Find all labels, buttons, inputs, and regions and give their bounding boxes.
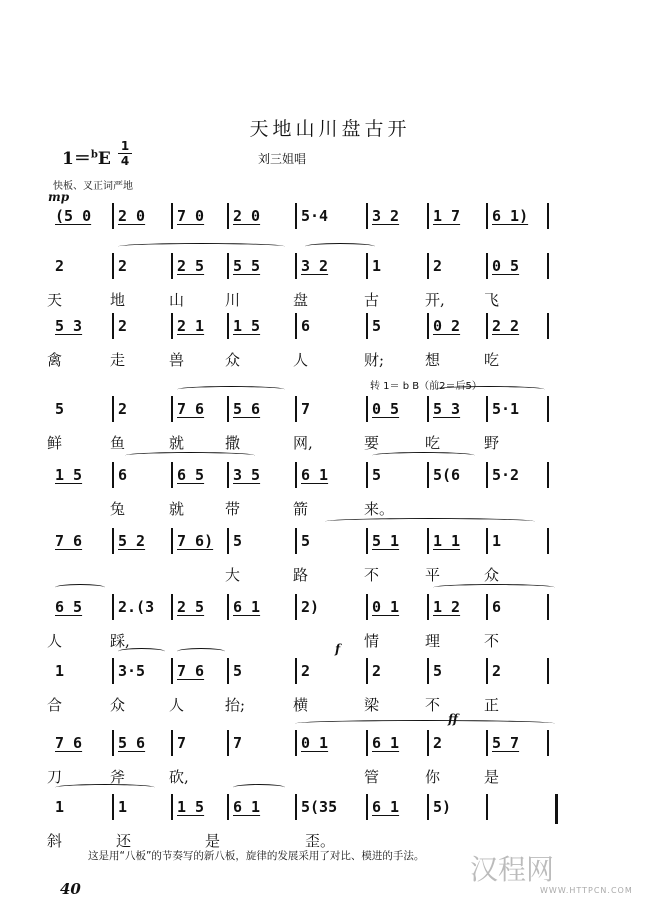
slur <box>372 452 475 459</box>
lyric: 正 <box>484 696 500 714</box>
singer-credit: 刘三姐唱 <box>258 152 307 166</box>
measure: 5(6 <box>433 466 461 484</box>
measure: 0 1 <box>372 598 400 616</box>
measure: 3 2 <box>372 207 400 225</box>
lyric: 不 <box>425 696 441 714</box>
lyric: 路 <box>293 566 309 584</box>
slur <box>177 648 225 655</box>
lyric: 你 <box>425 768 441 786</box>
page-number: 40 <box>60 880 81 898</box>
barline <box>547 594 549 620</box>
notes-line <box>55 798 555 822</box>
barline <box>171 658 173 684</box>
notes-line <box>55 257 555 281</box>
measure: 0 2 <box>433 317 461 335</box>
measure: 5·1 <box>492 400 520 418</box>
key-note: E <box>97 149 111 169</box>
measure: 5·4 <box>301 207 329 225</box>
barline <box>112 594 114 620</box>
measure: 5 1 <box>372 532 400 550</box>
measure: 2 0 <box>118 207 146 225</box>
barline <box>227 313 229 339</box>
measure: 1 <box>118 798 128 816</box>
barline <box>112 528 114 554</box>
barline <box>427 313 429 339</box>
lyric: 来。 <box>364 500 395 518</box>
barline <box>366 528 368 554</box>
barline <box>295 396 297 422</box>
barline <box>171 794 173 820</box>
lyric: 地 <box>110 291 126 309</box>
lyric: 天 <box>47 291 63 309</box>
barline <box>295 253 297 279</box>
barline <box>486 658 488 684</box>
measure: 7 <box>177 734 187 752</box>
measure: 1 1 <box>433 532 461 550</box>
lyric: 人 <box>293 351 309 369</box>
lyric: 管 <box>364 768 380 786</box>
lyric: 众 <box>110 696 126 714</box>
lyric: 古 <box>364 291 380 309</box>
measure: 6 1 <box>372 798 400 816</box>
barline <box>295 313 297 339</box>
barline <box>295 794 297 820</box>
measure: 2 <box>118 257 128 275</box>
lyric: 歪。 <box>305 832 336 850</box>
barline <box>366 658 368 684</box>
barline <box>295 528 297 554</box>
lyric: 川 <box>225 291 241 309</box>
slur <box>433 584 555 591</box>
lyric: 人 <box>47 632 63 650</box>
barline <box>486 313 488 339</box>
measure: 2 2 <box>492 317 520 335</box>
barline <box>366 730 368 756</box>
measure: 5) <box>433 798 452 816</box>
measure: 2 <box>433 257 443 275</box>
watermark-url: WWW.HTTPCN.COM <box>540 886 633 895</box>
barline <box>486 594 488 620</box>
barline <box>486 794 488 820</box>
barline <box>112 462 114 488</box>
lyric: 野 <box>484 434 500 452</box>
barline <box>366 313 368 339</box>
measure: 1 2 <box>433 598 461 616</box>
notes-line <box>55 532 555 556</box>
tempo-marking: 快板、叉正词严地 <box>53 181 133 192</box>
lyric: 山 <box>169 291 185 309</box>
measure: 5 <box>233 532 243 550</box>
measure: 2 5 <box>177 257 205 275</box>
barline <box>227 396 229 422</box>
measure: 1 5 <box>177 798 205 816</box>
measure: 2 <box>55 257 65 275</box>
watermark-logo <box>470 848 650 908</box>
barline <box>547 396 549 422</box>
measure: 7 6 <box>177 662 205 680</box>
slur <box>118 243 285 250</box>
lyric: 不 <box>364 566 380 584</box>
slur <box>233 784 285 791</box>
barline <box>171 313 173 339</box>
lyric: 是 <box>484 768 500 786</box>
slur <box>325 518 535 525</box>
measure: 2) <box>301 598 320 616</box>
lyric: 合 <box>47 696 63 714</box>
lyric: 盘 <box>293 291 309 309</box>
measure: 5 7 <box>492 734 520 752</box>
barline <box>171 253 173 279</box>
measure: 7 6) <box>177 532 214 550</box>
lyric: 禽 <box>47 351 63 369</box>
measure: 6 5 <box>177 466 205 484</box>
notes-line <box>55 207 555 231</box>
measure: 1 <box>372 257 382 275</box>
measure: 7 6 <box>55 532 83 550</box>
measure: 3·5 <box>118 662 146 680</box>
song-title: 天地山川盘古开 <box>249 118 411 140</box>
measure: 1 5 <box>55 466 83 484</box>
barline <box>547 528 549 554</box>
measure: 2 5 <box>177 598 205 616</box>
notes-line <box>55 466 555 490</box>
barline <box>112 658 114 684</box>
barline <box>486 462 488 488</box>
measure: 7 6 <box>177 400 205 418</box>
barline <box>227 528 229 554</box>
slur <box>118 648 165 655</box>
barline <box>366 794 368 820</box>
barline <box>171 730 173 756</box>
measure: 5 6 <box>233 400 261 418</box>
measure: 2 <box>372 662 382 680</box>
slur <box>295 720 555 727</box>
lyric: 是 <box>205 832 221 850</box>
lyric: 网, <box>293 434 313 452</box>
barline <box>295 594 297 620</box>
measure: 6 5 <box>55 598 83 616</box>
watermark-text: 汉程网 <box>470 853 555 886</box>
measure: 2 <box>301 662 311 680</box>
measure: 0 5 <box>492 257 520 275</box>
barline <box>295 658 297 684</box>
dynamic-f: f <box>335 642 341 656</box>
measure: 5 2 <box>118 532 146 550</box>
barline <box>547 658 549 684</box>
lyric: 要 <box>364 434 380 452</box>
key-prefix: 1＝ <box>62 149 91 169</box>
barline <box>112 730 114 756</box>
slur <box>305 243 375 250</box>
measure: 6 1 <box>233 798 261 816</box>
modulation-note: 转 1＝ b B（前2＝后5） <box>370 381 482 392</box>
barline <box>427 594 429 620</box>
meter-bottom: 4 <box>120 154 130 168</box>
barline <box>171 462 173 488</box>
barline <box>427 253 429 279</box>
lyric: 不 <box>484 632 500 650</box>
lyric: 想 <box>425 351 441 369</box>
lyric: 带 <box>225 500 241 518</box>
lyric: 情 <box>364 632 380 650</box>
notes-line <box>55 317 555 341</box>
measure: 5 <box>372 317 382 335</box>
barline <box>427 528 429 554</box>
barline <box>112 396 114 422</box>
barline <box>486 730 488 756</box>
footnote: 这是用“八板”的节奏写的新八板，旋律的发展采用了对比、模进的手法。 <box>88 850 425 862</box>
barline <box>427 396 429 422</box>
lyric: 抬; <box>225 696 246 714</box>
measure: 5 3 <box>433 400 461 418</box>
measure: 6 1 <box>233 598 261 616</box>
barline <box>486 253 488 279</box>
measure: 2 0 <box>233 207 261 225</box>
measure: 6 <box>118 466 128 484</box>
measure: 1 <box>55 798 65 816</box>
lyric: 大 <box>225 566 241 584</box>
lyric: 箭 <box>293 500 309 518</box>
barline <box>366 253 368 279</box>
lyric: 吃 <box>425 434 441 452</box>
lyric: 人 <box>169 696 185 714</box>
barline <box>547 313 549 339</box>
measure: 2 1 <box>177 317 205 335</box>
lyric: 兔 <box>110 500 126 518</box>
lyric: 就 <box>169 500 185 518</box>
barline <box>366 396 368 422</box>
lyric: 还 <box>116 832 132 850</box>
measure: 1 7 <box>433 207 461 225</box>
barline <box>112 203 114 229</box>
lyric: 鱼 <box>110 434 126 452</box>
barline <box>227 730 229 756</box>
barline <box>227 658 229 684</box>
lyric: 飞 <box>484 291 500 309</box>
notes-line <box>55 598 555 622</box>
barline <box>547 253 549 279</box>
barline <box>555 794 558 824</box>
barline <box>295 462 297 488</box>
slur <box>55 784 155 791</box>
lyric: 就 <box>169 434 185 452</box>
measure: 6 1) <box>492 207 529 225</box>
measure: 5 <box>372 466 382 484</box>
slur <box>433 386 545 393</box>
barline <box>295 203 297 229</box>
meter-top: 1 <box>120 139 130 153</box>
slur <box>55 584 105 591</box>
barline <box>427 462 429 488</box>
measure: 6 <box>301 317 311 335</box>
lyric: 斜 <box>47 832 63 850</box>
measure: 7 <box>233 734 243 752</box>
measure: 5 3 <box>55 317 83 335</box>
measure: 2 <box>433 734 443 752</box>
measure: 5·2 <box>492 466 520 484</box>
measure: 5 <box>433 662 443 680</box>
barline <box>171 594 173 620</box>
slur <box>125 452 255 459</box>
lyric: 横 <box>293 696 309 714</box>
measure: 7 <box>301 400 311 418</box>
lyric: 刀 <box>47 768 63 786</box>
lyric: 兽 <box>169 351 185 369</box>
measure: 5 5 <box>233 257 261 275</box>
barline <box>227 203 229 229</box>
measure: 5 <box>55 400 65 418</box>
lyric: 撒 <box>225 434 241 452</box>
time-signature <box>118 140 132 167</box>
barline <box>227 794 229 820</box>
key-signature <box>62 144 111 169</box>
barline <box>547 203 549 229</box>
barline <box>295 730 297 756</box>
lyric: 众 <box>225 351 241 369</box>
barline <box>227 594 229 620</box>
dynamic-mp: mp <box>48 190 70 204</box>
lyric: 鲜 <box>47 434 63 452</box>
dynamic-ff: ff <box>448 712 458 726</box>
notes-line <box>55 734 555 758</box>
lyric: 财; <box>364 351 385 369</box>
barline <box>547 462 549 488</box>
measure: 2.(3 <box>118 598 155 616</box>
barline <box>366 462 368 488</box>
measure: 1 <box>55 662 65 680</box>
measure: 5 <box>301 532 311 550</box>
measure: (5 0 <box>55 207 92 225</box>
lyric: 走 <box>110 351 126 369</box>
barline <box>227 462 229 488</box>
barline <box>427 658 429 684</box>
barline <box>427 794 429 820</box>
slur <box>177 386 285 393</box>
lyric: 砍, <box>169 768 189 786</box>
measure: 7 0 <box>177 207 205 225</box>
barline <box>486 203 488 229</box>
measure: 1 5 <box>233 317 261 335</box>
lyric: 踩, <box>110 632 130 650</box>
barline <box>112 253 114 279</box>
lyric: 理 <box>425 632 441 650</box>
measure: 7 6 <box>55 734 83 752</box>
lyric: 众 <box>484 566 500 584</box>
measure: 6 1 <box>372 734 400 752</box>
notes-line <box>55 400 555 424</box>
measure: 6 <box>492 598 502 616</box>
barline <box>227 253 229 279</box>
barline <box>366 203 368 229</box>
measure: 3 2 <box>301 257 329 275</box>
measure: 6 1 <box>301 466 329 484</box>
measure: 5(35 <box>301 798 338 816</box>
lyric: 吃 <box>484 351 500 369</box>
measure: 5 <box>233 662 243 680</box>
lyric: 开, <box>425 291 445 309</box>
barline <box>547 730 549 756</box>
lyric: 平 <box>425 566 441 584</box>
measure: 1 <box>492 532 502 550</box>
barline <box>427 203 429 229</box>
measure: 2 <box>118 400 128 418</box>
lyric: 梁 <box>364 696 380 714</box>
barline <box>486 528 488 554</box>
measure: 3 5 <box>233 466 261 484</box>
measure: 5 6 <box>118 734 146 752</box>
barline <box>427 730 429 756</box>
barline <box>171 528 173 554</box>
barline <box>112 313 114 339</box>
barline <box>112 794 114 820</box>
measure: 0 1 <box>301 734 329 752</box>
notes-line <box>55 662 555 686</box>
barline <box>366 594 368 620</box>
key-flat: b <box>90 149 98 161</box>
measure: 0 5 <box>372 400 400 418</box>
measure: 2 <box>492 662 502 680</box>
barline <box>486 396 488 422</box>
barline <box>171 396 173 422</box>
lyric: 斧 <box>110 768 126 786</box>
barline <box>171 203 173 229</box>
measure: 2 <box>118 317 128 335</box>
